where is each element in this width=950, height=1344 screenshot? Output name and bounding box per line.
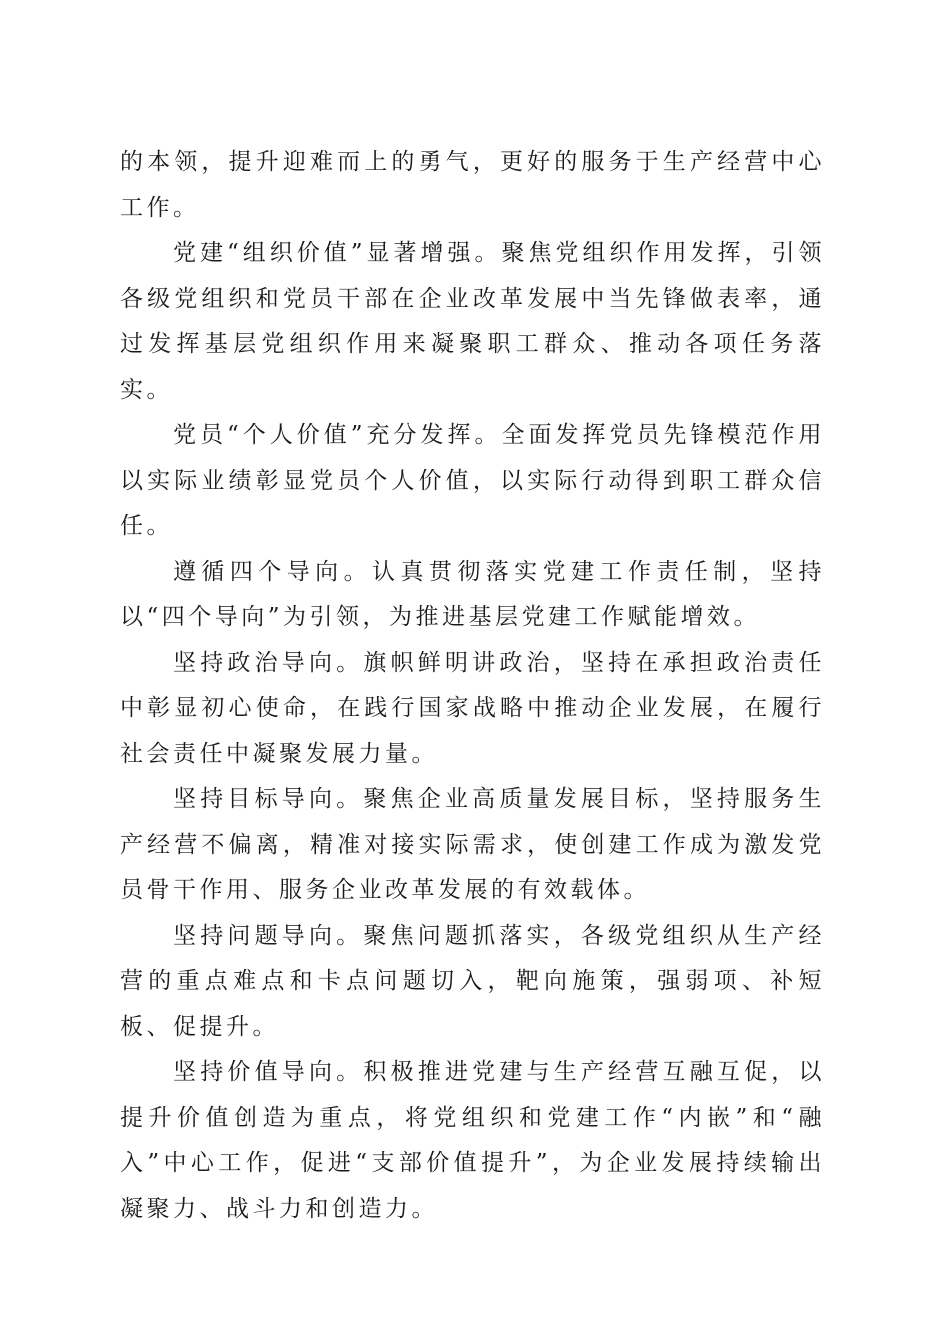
paragraph-organization-value: 党建“组织价值”显著增强。聚焦党组织作用发挥，引领各级党组织和党员干部在企业改革发展中当先锋做表率，通过发挥基层党组织作用来凝聚职工群众、推动各项任务落实。 [120, 240, 825, 403]
paragraph-goal-orientation: 坚持目标导向。聚焦企业高质量发展目标，坚持服务生产经营不偏离，精准对接实际需求，使创建工作成为激发党员骨干作用、服务企业改革发展的有效载体。 [120, 786, 825, 903]
document-body [120, 140, 825, 1232]
paragraph-four-orientations: 遵循四个导向。认真贯彻落实党建工作责任制，坚持以“四个导向”为引领，为推进基层党建工作赋能增效。 [120, 558, 825, 630]
paragraph-continuation: 的本领，提升迎难而上的勇气，更好的服务于生产经营中心工作。 [120, 149, 825, 221]
paragraph-political-orientation: 坚持政治导向。旗帜鲜明讲政治，坚持在承担政治责任中彰显初心使命，在践行国家战略中推动企业发展，在履行社会责任中凝聚发展力量。 [120, 649, 825, 767]
paragraph-personal-value: 党员“个人价值”充分发挥。全面发挥党员先锋模范作用以实际业绩彰显党员个人价值，以实际行动得到职工群众信任。 [120, 422, 825, 539]
paragraph-value-orientation: 坚持价值导向。积极推进党建与生产经营互融互促，以提升价值创造为重点，将党组织和党建工作“内嵌”和“融入”中心工作，促进“支部价值提升”，为企业发展持续输出凝聚力、战斗力和创造力。 [120, 1059, 825, 1222]
paragraph-problem-orientation: 坚持问题导向。聚焦问题抓落实，各级党组织从生产经营的重点难点和卡点问题切入，靶向施策，强弱项、补短板、促提升。 [120, 922, 825, 1040]
